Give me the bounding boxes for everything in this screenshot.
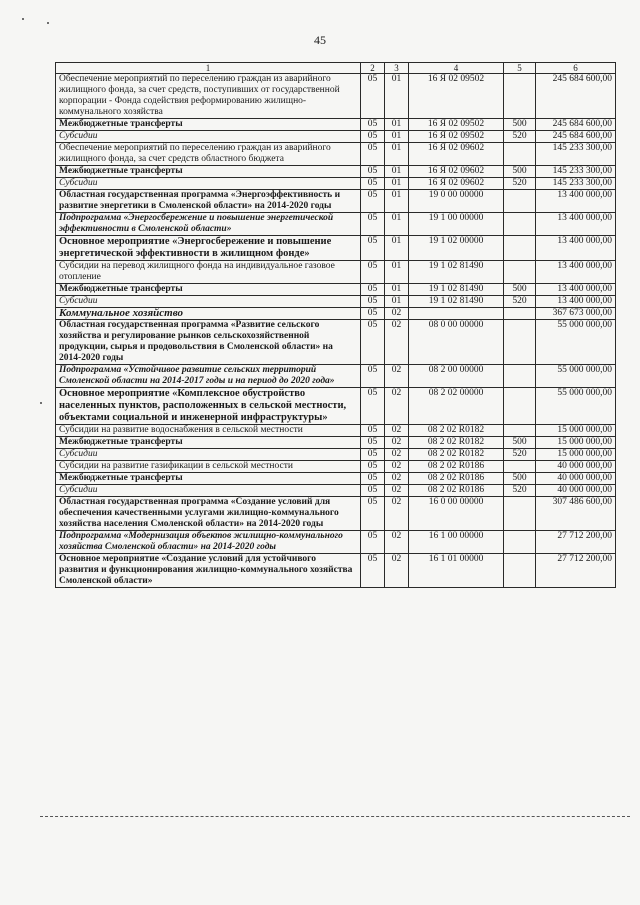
target-article-cell: 16 Я 02 09602 (409, 178, 504, 190)
name-cell: Субсидии на перевод жилищного фонда на индивидуальное газовое отопление (56, 261, 361, 284)
name-cell: Коммунальное хозяйство (56, 308, 361, 320)
target-article-cell: 16 1 01 00000 (409, 554, 504, 588)
name-cell: Основное мероприятие «Создание условий для устойчивого развития и функционирования жилищно-коммунального хозяйства Смоленской области» (56, 554, 361, 588)
table-row (56, 497, 616, 531)
table-row (56, 143, 616, 166)
table-row (56, 320, 616, 365)
section-code-cell: 05 (361, 320, 385, 365)
subsection-code-cell: 02 (385, 449, 409, 461)
name-cell: Субсидии на развитие водоснабжения в сельской местности (56, 425, 361, 437)
header-row (56, 63, 616, 74)
expense-type-cell (504, 143, 536, 166)
name-cell: Обеспечение мероприятий по переселению граждан из аварийного жилищного фонда, за счет средств областного бюджета (56, 143, 361, 166)
target-article-cell: 16 Я 02 09602 (409, 166, 504, 178)
section-code-cell: 05 (361, 178, 385, 190)
amount-cell: 245 684 600,00 (536, 74, 616, 119)
target-article-cell: 16 0 00 00000 (409, 497, 504, 531)
subsection-code-cell: 02 (385, 365, 409, 388)
subsection-code-cell: 01 (385, 143, 409, 166)
subsection-code-cell: 01 (385, 178, 409, 190)
subsection-code-cell: 01 (385, 74, 409, 119)
subsection-code-cell: 02 (385, 320, 409, 365)
name-cell: Основное мероприятие «Энергосбережение и повышение энергетической эффективности в жилищном фонде» (56, 236, 361, 261)
name-cell: Межбюджетные трансферты (56, 119, 361, 131)
section-code-cell: 05 (361, 131, 385, 143)
table-row (56, 388, 616, 425)
section-code-cell: 05 (361, 190, 385, 213)
target-article-cell: 08 2 02 R0186 (409, 473, 504, 485)
section-code-cell: 05 (361, 143, 385, 166)
section-code-cell: 05 (361, 166, 385, 178)
subsection-code-cell: 01 (385, 190, 409, 213)
amount-cell: 55 000 000,00 (536, 320, 616, 365)
section-code-cell: 05 (361, 365, 385, 388)
target-article-cell: 16 1 00 00000 (409, 531, 504, 554)
amount-cell: 13 400 000,00 (536, 261, 616, 284)
amount-cell: 13 400 000,00 (536, 236, 616, 261)
expense-type-cell (504, 320, 536, 365)
subsection-code-cell: 02 (385, 388, 409, 425)
target-article-cell: 16 Я 02 09502 (409, 131, 504, 143)
expense-type-cell (504, 461, 536, 473)
target-article-cell: 08 2 02 R0182 (409, 449, 504, 461)
expense-type-cell (504, 554, 536, 588)
section-code-cell: 05 (361, 485, 385, 497)
name-cell: Областная государственная программа «Развитие сельского хозяйства и регулирование рынков сельскохозяйственной продукции, сырья и продовольствия в Смоленской области» на 2014-2020 годы (56, 320, 361, 365)
name-cell: Субсидии (56, 485, 361, 497)
column-header: 1 (56, 63, 361, 74)
name-cell: Подпрограмма «Модернизация объектов жилищно-коммунального хозяйства Смоленской области» на 2014-2020 годы (56, 531, 361, 554)
subsection-code-cell: 01 (385, 236, 409, 261)
target-article-cell: 08 2 02 R0182 (409, 437, 504, 449)
column-header: 6 (536, 63, 616, 74)
amount-cell: 245 684 600,00 (536, 131, 616, 143)
subsection-code-cell: 02 (385, 531, 409, 554)
expense-type-cell: 500 (504, 119, 536, 131)
target-article-cell (409, 308, 504, 320)
subsection-code-cell: 01 (385, 261, 409, 284)
section-code-cell: 05 (361, 461, 385, 473)
table-row (56, 261, 616, 284)
target-article-cell: 19 1 02 81490 (409, 261, 504, 284)
section-code-cell: 05 (361, 437, 385, 449)
expense-type-cell (504, 365, 536, 388)
subsection-code-cell: 01 (385, 131, 409, 143)
subsection-code-cell: 02 (385, 308, 409, 320)
subsection-code-cell: 02 (385, 473, 409, 485)
name-cell: Основное мероприятие «Комплексное обустройство населенных пунктов, расположенных в сельской местности, объектами социальной и инженерной инфраструктуры» (56, 388, 361, 425)
expense-type-cell (504, 74, 536, 119)
section-code-cell: 05 (361, 284, 385, 296)
subsection-code-cell: 01 (385, 213, 409, 236)
target-article-cell: 08 2 02 R0182 (409, 425, 504, 437)
name-cell: Субсидии (56, 178, 361, 190)
table-row (56, 119, 616, 131)
name-cell: Областная государственная программа «Создание условий для обеспечения качественными услугами жилищно-коммунального хозяйства населения Смоленской области» на 2014-2020 годы (56, 497, 361, 531)
expense-type-cell: 520 (504, 449, 536, 461)
amount-cell: 13 400 000,00 (536, 284, 616, 296)
expense-type-cell: 500 (504, 437, 536, 449)
subsection-code-cell: 01 (385, 284, 409, 296)
column-header: 2 (361, 63, 385, 74)
table-row (56, 485, 616, 497)
scan-speck (47, 22, 49, 24)
subsection-code-cell: 02 (385, 461, 409, 473)
table-row (56, 131, 616, 143)
name-cell: Областная государственная программа «Энергоэффективность и развитие энергетики в Смоленской области» на 2014-2020 годы (56, 190, 361, 213)
scan-speck (22, 18, 24, 20)
amount-cell: 15 000 000,00 (536, 437, 616, 449)
section-code-cell: 05 (361, 554, 385, 588)
table-row (56, 166, 616, 178)
amount-cell: 13 400 000,00 (536, 190, 616, 213)
table-row (56, 213, 616, 236)
target-article-cell: 19 1 02 81490 (409, 296, 504, 308)
name-cell: Субсидии (56, 296, 361, 308)
section-code-cell: 05 (361, 531, 385, 554)
amount-cell: 13 400 000,00 (536, 296, 616, 308)
expense-type-cell (504, 190, 536, 213)
amount-cell: 27 712 200,00 (536, 554, 616, 588)
expense-type-cell: 500 (504, 473, 536, 485)
table-row (56, 284, 616, 296)
subsection-code-cell: 02 (385, 554, 409, 588)
table-row (56, 449, 616, 461)
page-cut-line (40, 816, 630, 817)
subsection-code-cell: 02 (385, 485, 409, 497)
expense-type-cell (504, 213, 536, 236)
table-row (56, 190, 616, 213)
subsection-code-cell: 02 (385, 497, 409, 531)
target-article-cell: 08 0 00 00000 (409, 320, 504, 365)
target-article-cell: 08 2 02 R0186 (409, 485, 504, 497)
expense-type-cell (504, 388, 536, 425)
amount-cell: 245 684 600,00 (536, 119, 616, 131)
subsection-code-cell: 01 (385, 119, 409, 131)
subsection-code-cell: 02 (385, 425, 409, 437)
target-article-cell: 19 0 00 00000 (409, 190, 504, 213)
target-article-cell: 08 2 02 R0186 (409, 461, 504, 473)
subsection-code-cell: 01 (385, 296, 409, 308)
amount-cell: 13 400 000,00 (536, 213, 616, 236)
subsection-code-cell: 02 (385, 437, 409, 449)
expense-type-cell: 500 (504, 166, 536, 178)
target-article-cell: 16 Я 02 09602 (409, 143, 504, 166)
table-row (56, 308, 616, 320)
table-row (56, 461, 616, 473)
table-row (56, 531, 616, 554)
scan-speck (40, 402, 42, 404)
amount-cell: 40 000 000,00 (536, 485, 616, 497)
column-header: 3 (385, 63, 409, 74)
expense-type-cell: 500 (504, 284, 536, 296)
section-code-cell: 05 (361, 388, 385, 425)
column-header: 5 (504, 63, 536, 74)
section-code-cell: 05 (361, 497, 385, 531)
expense-type-cell: 520 (504, 296, 536, 308)
target-article-cell: 16 Я 02 09502 (409, 119, 504, 131)
expense-type-cell (504, 261, 536, 284)
section-code-cell: 05 (361, 213, 385, 236)
target-article-cell: 08 2 00 00000 (409, 365, 504, 388)
amount-cell: 15 000 000,00 (536, 425, 616, 437)
subsection-code-cell: 01 (385, 166, 409, 178)
target-article-cell: 19 1 02 81490 (409, 284, 504, 296)
amount-cell: 55 000 000,00 (536, 365, 616, 388)
table-row (56, 236, 616, 261)
expense-type-cell (504, 236, 536, 261)
section-code-cell: 05 (361, 473, 385, 485)
expense-type-cell: 520 (504, 178, 536, 190)
amount-cell: 27 712 200,00 (536, 531, 616, 554)
section-code-cell: 05 (361, 308, 385, 320)
name-cell: Межбюджетные трансферты (56, 437, 361, 449)
column-header: 4 (409, 63, 504, 74)
section-code-cell: 05 (361, 74, 385, 119)
name-cell: Межбюджетные трансферты (56, 473, 361, 485)
name-cell: Межбюджетные трансферты (56, 166, 361, 178)
target-article-cell: 19 1 02 00000 (409, 236, 504, 261)
section-code-cell: 05 (361, 261, 385, 284)
amount-cell: 145 233 300,00 (536, 166, 616, 178)
expense-type-cell (504, 308, 536, 320)
table-row (56, 437, 616, 449)
table-row (56, 178, 616, 190)
amount-cell: 367 673 000,00 (536, 308, 616, 320)
name-cell: Подпрограмма «Энергосбережение и повышение энергетической эффективности в Смоленской области» (56, 213, 361, 236)
target-article-cell: 19 1 00 00000 (409, 213, 504, 236)
table-row (56, 74, 616, 119)
expense-type-cell: 520 (504, 131, 536, 143)
expense-type-cell (504, 497, 536, 531)
name-cell: Субсидии (56, 449, 361, 461)
table-row (56, 365, 616, 388)
name-cell: Субсидии (56, 131, 361, 143)
amount-cell: 145 233 300,00 (536, 178, 616, 190)
amount-cell: 15 000 000,00 (536, 449, 616, 461)
budget-table (55, 62, 616, 588)
amount-cell: 307 486 600,00 (536, 497, 616, 531)
name-cell: Субсидии на развитие газификации в сельской местности (56, 461, 361, 473)
name-cell: Обеспечение мероприятий по переселению граждан из аварийного жилищного фонда, за счет средств, поступивших от государственной корпорации - Фонда содействия реформированию жилищно-коммунального хозяйства (56, 74, 361, 119)
table-row (56, 425, 616, 437)
amount-cell: 40 000 000,00 (536, 461, 616, 473)
target-article-cell: 08 2 02 00000 (409, 388, 504, 425)
table-row (56, 296, 616, 308)
page-number: 45 (314, 33, 326, 47)
amount-cell: 55 000 000,00 (536, 388, 616, 425)
section-code-cell: 05 (361, 449, 385, 461)
section-code-cell: 05 (361, 119, 385, 131)
name-cell: Подпрограмма «Устойчивое развитие сельских территорий Смоленской области на 2014-2017 годы и на период до 2020 года» (56, 365, 361, 388)
expense-type-cell (504, 531, 536, 554)
name-cell: Межбюджетные трансферты (56, 284, 361, 296)
amount-cell: 40 000 000,00 (536, 473, 616, 485)
section-code-cell: 05 (361, 425, 385, 437)
amount-cell: 145 233 300,00 (536, 143, 616, 166)
section-code-cell: 05 (361, 236, 385, 261)
section-code-cell: 05 (361, 296, 385, 308)
target-article-cell: 16 Я 02 09502 (409, 74, 504, 119)
table-row (56, 473, 616, 485)
table-row (56, 554, 616, 588)
expense-type-cell (504, 425, 536, 437)
expense-type-cell: 520 (504, 485, 536, 497)
